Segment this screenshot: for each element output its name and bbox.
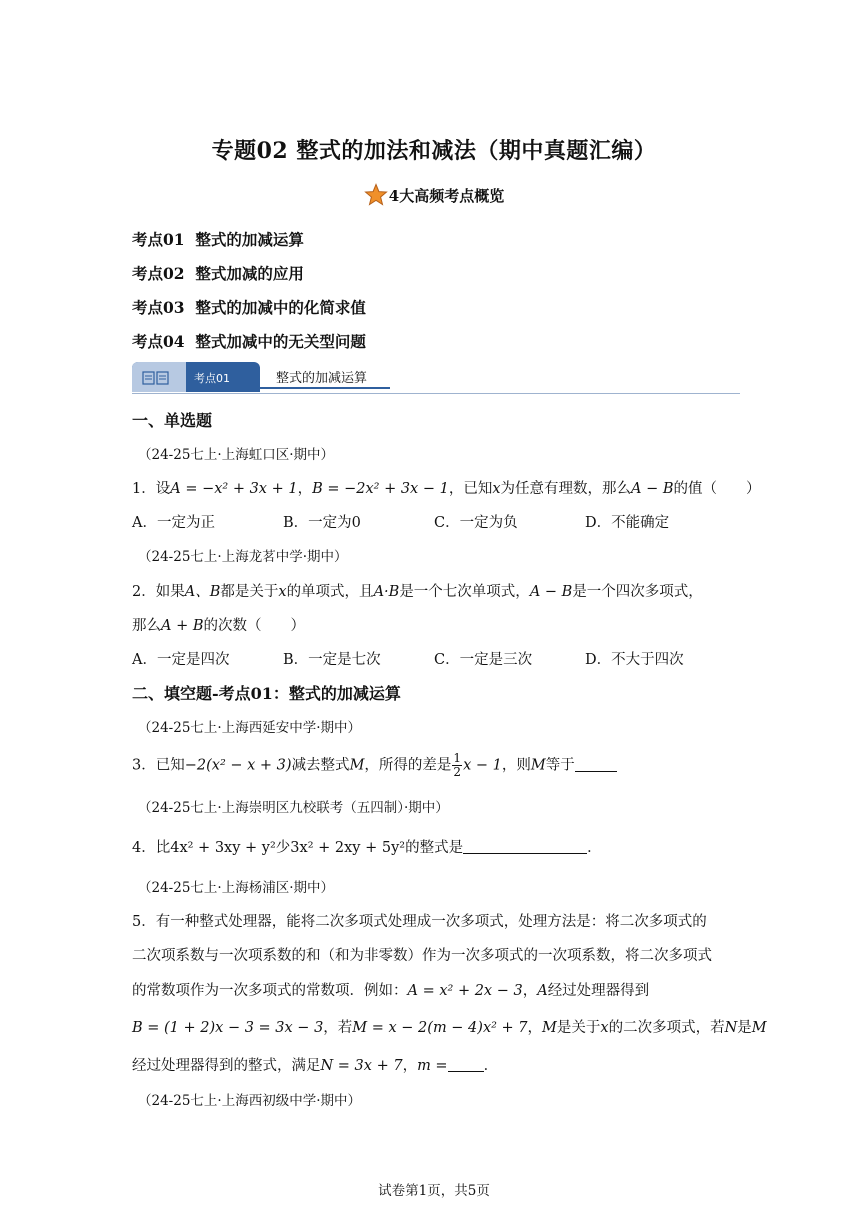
question-2-option-d: D．不大于四次 bbox=[585, 652, 684, 668]
question-2-option-c: C．一定是三次 bbox=[434, 652, 533, 668]
question-6-source: （24-25七上·上海西初级中学·期中） bbox=[138, 1093, 362, 1109]
question-2-line-2: 那么A + B的次数（ ） bbox=[132, 618, 305, 634]
book-icon bbox=[142, 371, 170, 385]
question-5-line-3: 的常数项作为一次多项式的常数项．例如：A = x² + 2x − 3，A经过处理器得到 bbox=[132, 983, 650, 999]
banner-topic: 整式的加减运算 bbox=[276, 371, 368, 386]
answer-blank bbox=[448, 1057, 484, 1072]
page-footer: 试卷第1页，共5页 bbox=[378, 1183, 490, 1199]
question-5-source: （24-25七上·上海杨浦区·期中） bbox=[138, 880, 335, 896]
question-4-text: 4．比4x² + 3xy + y²少3x² + 2xy + 5y²的整式是 ． bbox=[132, 840, 602, 856]
question-2-line-1: 2．如果A、B都是关于x的单项式，且A·B是一个七次单项式，A − B是一个四次多项式， bbox=[132, 584, 703, 600]
question-3-source: （24-25七上·上海西延安中学·期中） bbox=[138, 720, 362, 736]
star-icon bbox=[364, 183, 388, 207]
overview-heading bbox=[0, 183, 868, 207]
question-1-option-b: B．一定为0 bbox=[283, 515, 361, 531]
fraction-one-half: $\frac{1}{2}$ bbox=[453, 751, 462, 779]
question-5-line-5: 经过处理器得到的整式，满足N = 3x + 7，m = ． bbox=[132, 1058, 499, 1074]
question-5-line-4: B = (1 + 2)x − 3 = 3x − 3，若M = x − 2(m − 4)x² + 7，M是关于x的二次多项式，若N是M bbox=[132, 1020, 767, 1036]
page-title: 专题02 整式的加法和减法（期中真题汇编） bbox=[211, 138, 657, 164]
banner-tag: 考点01 bbox=[194, 372, 230, 385]
question-2-source: （24-25七上·上海龙茗中学·期中） bbox=[138, 549, 348, 565]
kaodian-banner bbox=[132, 362, 740, 394]
question-1-option-d: D．不能确定 bbox=[585, 515, 670, 531]
question-5-line-2: 二次项系数与一次项系数的和（和为非零数）作为一次多项式的一次项系数，将二次多项式 bbox=[132, 948, 712, 964]
kaodian-item-3: 考点03 整式的加减中的化简求值 bbox=[132, 298, 366, 317]
question-1-option-a: A．一定为正 bbox=[132, 515, 215, 531]
kaodian-item-1: 考点01 整式的加减运算 bbox=[132, 230, 304, 249]
section-heading-1: 一、单选题 bbox=[132, 411, 213, 430]
question-1-source: （24-25七上·上海虹口区·期中） bbox=[138, 447, 335, 463]
question-5-line-1: 5．有一种整式处理器，能将二次多项式处理成一次多项式，处理方法是：将二次多项式的 bbox=[132, 914, 707, 930]
question-2-option-a: A．一定是四次 bbox=[132, 652, 230, 668]
kaodian-item-2: 考点02 整式加减的应用 bbox=[132, 264, 304, 283]
answer-blank bbox=[575, 757, 617, 772]
kaodian-item-4: 考点04 整式加减中的无关型问题 bbox=[132, 332, 366, 351]
question-1-option-c: C．一定为负 bbox=[434, 515, 518, 531]
question-2-option-b: B．一定是七次 bbox=[283, 652, 381, 668]
question-4-source: （24-25七上·上海崇明区九校联考（五四制）·期中） bbox=[138, 800, 449, 816]
section-heading-2: 二、填空题-考点01：整式的加减运算 bbox=[132, 684, 401, 703]
answer-blank bbox=[463, 839, 587, 854]
overview-text: 4大高频考点概览 bbox=[388, 187, 505, 205]
question-1-text: 1．设A = −x² + 3x + 1，B = −2x² + 3x − 1，已知x为任意有理数，那么A − B的值（ ） bbox=[132, 481, 761, 497]
question-3-text: 3．已知−2(x² − x + 3)减去整式M，所得的差是 $\frac{1}{2}$ x − 1，则M等于 bbox=[132, 752, 617, 779]
